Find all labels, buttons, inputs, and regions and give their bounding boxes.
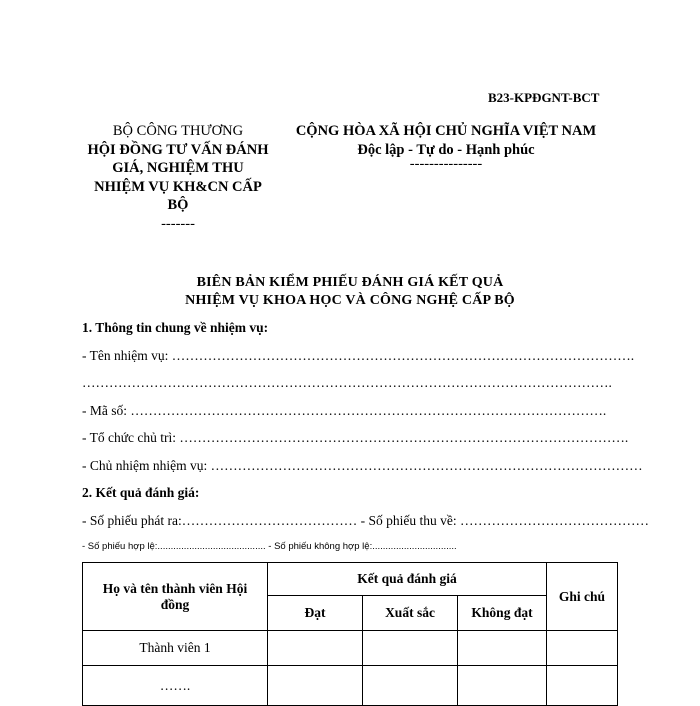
valid-votes-line: - Số phiếu hợp lệ:......................................... - Số phiếu không hợp lệ:................................ (82, 541, 457, 552)
national-header (286, 122, 606, 172)
national-motto: Độc lập - Tự do - Hạnh phúc (357, 141, 535, 158)
council-name-line-2: GIÁ, NGHIỆM THU (112, 160, 244, 176)
council-name-line-3: NHIỆM VỤ KH&CN CẤP (94, 178, 262, 195)
member-header: Họ và tên thành viên Hội đồng (83, 563, 268, 631)
fail-header: Không đạt (458, 596, 547, 631)
pass-cell (268, 631, 363, 666)
member-cell: Thành viên 1 (83, 631, 268, 666)
right-divider: --------------- (409, 156, 483, 172)
fail-cell (458, 631, 547, 666)
form-code: B23-KPĐGNT-BCT (488, 90, 600, 105)
task-name-field: - Tên nhiệm vụ: …………………………………………………………………………………………. (82, 348, 635, 363)
task-name-continuation: ………………………………………………………………………………………………………. (82, 375, 612, 390)
council-name-line-4: BỘ (167, 197, 189, 213)
issuing-authority (78, 122, 278, 233)
document-title (90, 274, 610, 310)
left-divider: ------- (161, 215, 195, 232)
section2-heading: 2. Kết quả đánh giá: (82, 485, 200, 500)
member-cell: ……. (83, 666, 268, 706)
excellent-cell (363, 631, 458, 666)
pass-header: Đạt (268, 596, 363, 631)
excellent-header: Xuất sắc (363, 596, 458, 631)
result-header: Kết quả đánh giá (268, 563, 547, 596)
task-code-field: - Mã số: ……………………………………………………………………………………………. (82, 403, 607, 418)
votes-line: - Số phiếu phát ra:………………………………… - Số phiếu thu về: …………………………………… (82, 513, 649, 528)
title-line-1: BIÊN BẢN KIỂM PHIẾU ĐÁNH GIÁ KẾT QUẢ (196, 275, 504, 290)
council-name-line-1: HỘI ĐỒNG TƯ VẤN ĐÁNH (87, 141, 269, 158)
ministry-name: BỘ CÔNG THƯƠNG (112, 123, 244, 139)
task-leader-field: - Chủ nhiệm nhiệm vụ: …………………………………………………………………………………… (82, 458, 643, 473)
title-line-2: NHIỆM VỤ KHOA HỌC VÀ CÔNG NGHỆ CẤP BỘ (185, 293, 515, 308)
nation-name: CỘNG HÒA XÃ HỘI CHỦ NGHĨA VIỆT NAM (295, 123, 597, 139)
host-organization-field: - Tổ chức chủ trì: ………………………………………………………………………………………. (82, 430, 629, 445)
table-row (83, 631, 618, 666)
note-header: Ghi chú (547, 563, 618, 631)
section1-heading: 1. Thông tin chung về nhiệm vụ: (82, 320, 269, 335)
note-cell (547, 631, 618, 666)
result-table (82, 562, 618, 706)
